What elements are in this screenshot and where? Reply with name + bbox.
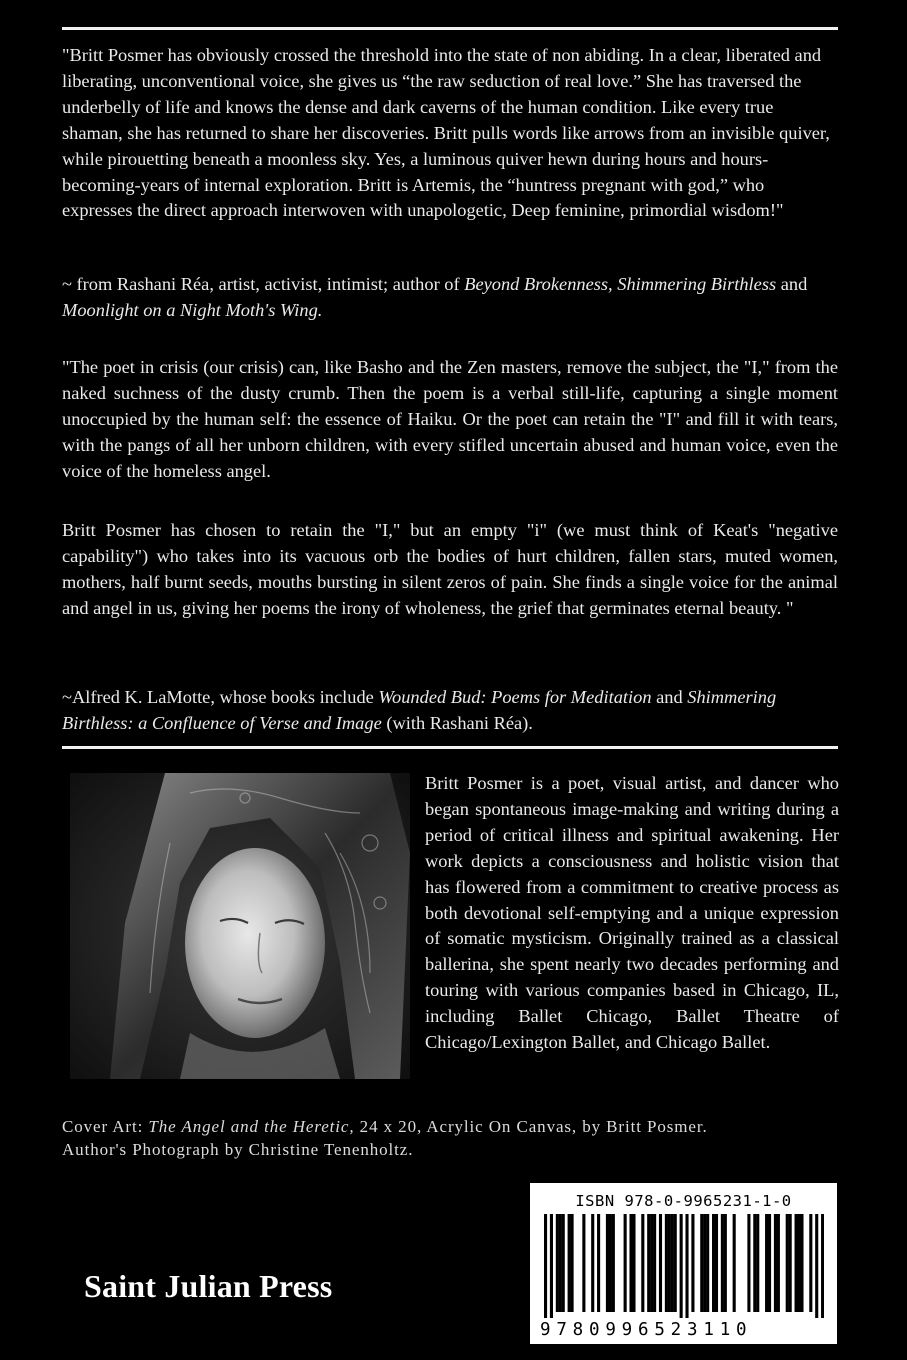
book-title: Shimmering Birthless: a Confluence of Verse and Image bbox=[62, 687, 777, 733]
book-title: Moonlight on a Night Moth's Wing. bbox=[62, 299, 323, 320]
barcode-bar bbox=[647, 1214, 650, 1312]
endorsement-quote-rea: "Britt Posmer has obviously crossed the threshold into the state of non abiding. In a clear, liberated and liberating, unconventional voice, she gives us “the raw seduction of real love.” She has traversed the underbelly of life and knows the dense and dark caverns of the human condition. Like every true shaman, she has returned to share her discoveries. Britt pulls words like arrows from an invisible quiver, while pirouetting beneath a moonless sky. Yes, a luminous quiver hewn during hours and hours-becoming-years of internal exploration. Britt is Artemis, the “huntress pregnant with god,” who expresses the direct approach interwoven with unapologetic, Deep feminine, primordial wisdom!" bbox=[62, 45, 830, 221]
barcode-bar bbox=[659, 1214, 662, 1312]
barcode-bar bbox=[650, 1214, 653, 1312]
barcode-bar bbox=[747, 1214, 750, 1312]
barcode-bar bbox=[612, 1214, 615, 1312]
barcode-bar bbox=[653, 1214, 656, 1312]
barcode-bar bbox=[774, 1214, 777, 1312]
barcode-bar bbox=[733, 1214, 736, 1312]
barcode-bar bbox=[715, 1214, 718, 1312]
barcode-bar bbox=[712, 1214, 715, 1312]
endorsement-attribution-rea bbox=[62, 272, 838, 324]
barcode-bar bbox=[591, 1214, 594, 1312]
barcode-bar bbox=[632, 1214, 635, 1312]
publisher-name: Saint Julian Press bbox=[84, 1268, 333, 1304]
cover-art-details: 24 x 20, Acrylic On Canvas, by Britt Posmer. bbox=[354, 1117, 708, 1136]
barcode-bars bbox=[544, 1214, 824, 1318]
barcode-bar bbox=[797, 1214, 800, 1312]
barcode-bar bbox=[691, 1214, 694, 1312]
attribution-separator: and bbox=[776, 274, 808, 294]
book-title: Shimmering Birthless bbox=[617, 274, 777, 294]
barcode-bar bbox=[795, 1214, 798, 1312]
photo-credit: Author's Photograph by Christine Tenenholtz. bbox=[62, 1140, 414, 1159]
isbn-label: ISBN 978-0-9965231-1-0 bbox=[575, 1192, 792, 1210]
attribution-separator: and bbox=[651, 687, 688, 707]
cover-art-prefix: Cover Art: bbox=[62, 1117, 149, 1136]
middle-divider bbox=[62, 746, 838, 749]
barcode-bar bbox=[768, 1214, 771, 1312]
barcode-bar bbox=[815, 1214, 818, 1318]
attribution-prefix: ~Alfred K. LaMotte, whose books include bbox=[62, 687, 379, 707]
barcode-bar bbox=[786, 1214, 789, 1312]
barcode-bar bbox=[568, 1214, 571, 1312]
author-photo bbox=[70, 773, 410, 1079]
author-portrait-illustration bbox=[70, 773, 410, 1079]
book-title: Wounded Bud: Poems for Meditation bbox=[378, 687, 652, 707]
barcode-bar bbox=[606, 1214, 609, 1312]
barcode-bar bbox=[721, 1214, 724, 1312]
barcode-bar bbox=[680, 1214, 683, 1318]
endorsement-quote-lamotte-part2: Britt Posmer has chosen to retain the "I," but an empty "i" (we must think of Keat's "negative capability") who takes into its vacuous orb the bodies of hurt children, fallen stars, muted women, mothers, half burnt seeds, mouths bursting in silent zeros of pain. She finds a single voice for the animal and angel in us, giving her poems the irony of wholeness, the grief that germinates eternal beauty. " bbox=[62, 520, 838, 618]
barcode-bar bbox=[624, 1214, 627, 1312]
barcode-bar bbox=[706, 1214, 709, 1312]
barcode-bar bbox=[562, 1214, 565, 1312]
barcode-digits: 9780996523110 bbox=[540, 1320, 753, 1340]
barcode-bar bbox=[800, 1214, 803, 1312]
barcode-bar bbox=[609, 1214, 612, 1312]
barcode-bar bbox=[674, 1214, 677, 1312]
barcode-bar bbox=[753, 1214, 756, 1312]
endorsement-attribution-lamotte bbox=[62, 685, 838, 737]
barcode-bar bbox=[703, 1214, 706, 1312]
barcode-bar bbox=[756, 1214, 759, 1312]
attribution-prefix: ~ from Rashani Réa, artist, activist, intimist; author of bbox=[62, 274, 465, 294]
barcode-bar bbox=[809, 1214, 812, 1312]
barcode-bar bbox=[685, 1214, 688, 1318]
barcode-bar bbox=[629, 1214, 632, 1312]
barcode-bar bbox=[668, 1214, 671, 1312]
barcode-bar bbox=[550, 1214, 553, 1318]
barcode-bar bbox=[597, 1214, 600, 1312]
barcode-bar bbox=[641, 1214, 644, 1312]
barcode-bar bbox=[559, 1214, 562, 1312]
isbn-barcode bbox=[530, 1183, 837, 1344]
barcode-bar bbox=[700, 1214, 703, 1312]
barcode-bar bbox=[665, 1214, 668, 1312]
barcode-bar bbox=[777, 1214, 780, 1312]
image-credits bbox=[62, 1115, 842, 1161]
attribution-suffix: (with Rashani Réa). bbox=[381, 712, 533, 733]
barcode-bar bbox=[571, 1214, 574, 1312]
barcode-bar bbox=[724, 1214, 727, 1312]
barcode-bar bbox=[821, 1214, 824, 1318]
barcode-bar bbox=[789, 1214, 792, 1312]
cover-art-title: The Angel and the Heretic, bbox=[148, 1117, 355, 1136]
top-divider bbox=[62, 27, 838, 30]
barcode-bar bbox=[582, 1214, 585, 1312]
endorsement-quote-lamotte-part1: "The poet in crisis (our crisis) can, like Basho and the Zen masters, remove the subject, the "I," from the naked suchness of the dusty crumb. Then the poem is a verbal still-life, capturing a single moment unoccupied by the human self: the essence of Haiku. Or the poet can retain the "I" and fill it with tears, with the pangs of all her unborn children, with every stifled uncertain abused and human voice, even the voice of the homeless angel. bbox=[62, 357, 838, 481]
barcode-bar bbox=[556, 1214, 559, 1312]
barcode-bar bbox=[671, 1214, 674, 1312]
book-title: Beyond Brokenness, bbox=[464, 274, 613, 294]
author-bio: Britt Posmer is a poet, visual artist, and dancer who began spontaneous image-making and writing during a period of critical illness and spiritual awakening. Her work depicts a consciousness and holistic vision that has flowered from a commitment to creative process as both devotional self-emptying and a unique expression of somatic mysticism. Originally trained as a classical ballerina, she spent nearly two decades performing and touring with various companies based in Chicago, IL, including Ballet Chicago, Ballet Theatre of Chicago/Lexington Ballet, and Chicago Ballet. bbox=[425, 773, 839, 1053]
barcode-bar bbox=[544, 1214, 547, 1318]
barcode-bar bbox=[765, 1214, 768, 1312]
